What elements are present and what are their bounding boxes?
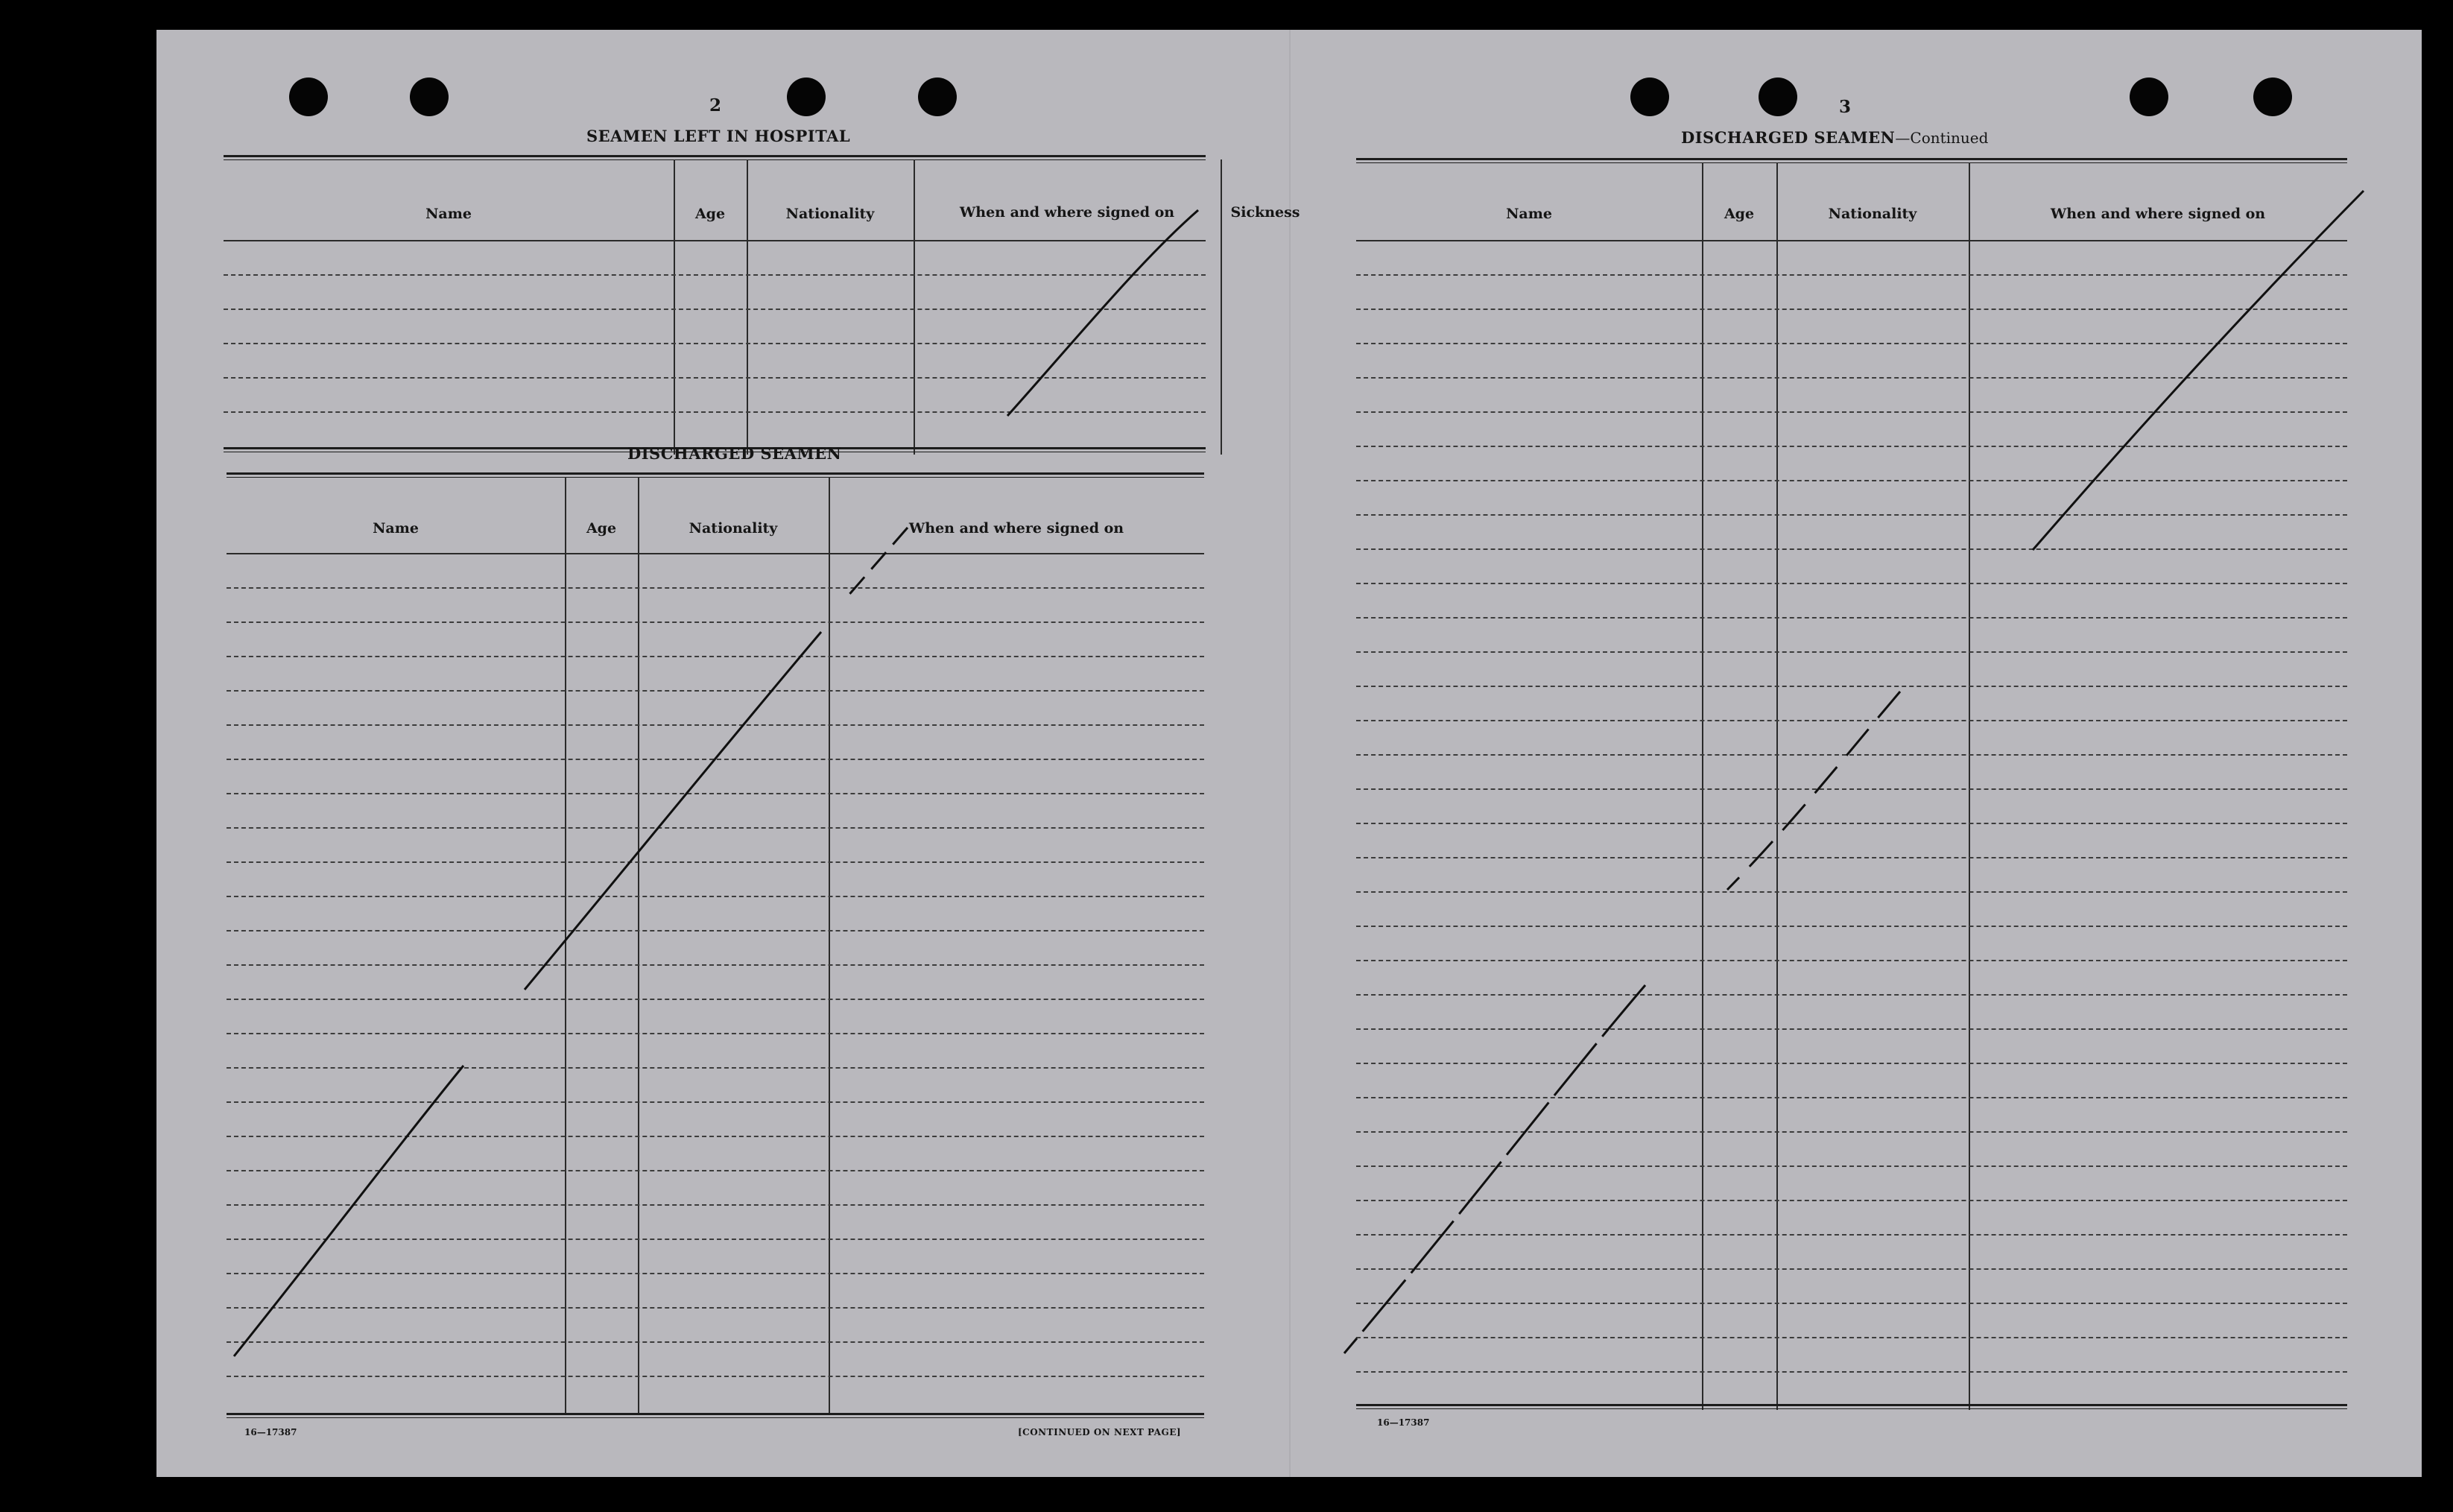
- continued-col-signed-on: When and where signed on: [2050, 206, 2266, 222]
- continued-note: [CONTINUED ON NEXT PAGE]: [1018, 1427, 1182, 1437]
- hospital-col-signed-on: When and where signed on: [959, 204, 1175, 221]
- continued-cancel-stroke-top: [2033, 191, 2364, 550]
- hospital-col-nationality: Nationality: [785, 206, 875, 222]
- page-number-left: 2: [709, 95, 722, 116]
- discharged-col-signed-on: When and where signed on: [908, 520, 1124, 537]
- continued-cancel-stroke-bottom: [1344, 985, 1645, 1353]
- hospital-col-age: Age: [694, 206, 726, 222]
- discharged-continued-suffix: —Continued: [1895, 129, 1989, 147]
- hospital-section-title: SEAMEN LEFT IN HOSPITAL: [586, 127, 851, 145]
- page-number-right: 3: [1839, 97, 1852, 117]
- discharged-col-nationality: Nationality: [689, 520, 778, 537]
- continued-col-name: Name: [1506, 206, 1552, 222]
- form-sheet: [156, 30, 2422, 1477]
- hospital-col-name: Name: [425, 206, 472, 222]
- discharged-cancel-stroke-mid: [525, 632, 821, 990]
- discharged-section-title: DISCHARGED SEAMEN: [627, 444, 842, 463]
- discharged-continued-title-main: DISCHARGED SEAMEN: [1681, 128, 1896, 147]
- hospital-col-sickness: Sickness: [1230, 204, 1300, 221]
- cancellation-strokes: [156, 30, 2422, 1477]
- form-number-right: 16—17387: [1377, 1417, 1430, 1428]
- discharged-col-name: Name: [373, 520, 419, 537]
- discharged-col-age: Age: [586, 520, 617, 537]
- continued-cancel-stroke-mid: [1727, 692, 1900, 890]
- discharged-cancel-stroke-bottom: [234, 1066, 463, 1356]
- continued-col-nationality: Nationality: [1828, 206, 1917, 222]
- continued-col-age: Age: [1724, 206, 1755, 222]
- form-number-left: 16—17387: [244, 1427, 297, 1437]
- hospital-cancel-stroke: [1007, 210, 1198, 416]
- discharged-cancel-stroke-top: [846, 528, 908, 598]
